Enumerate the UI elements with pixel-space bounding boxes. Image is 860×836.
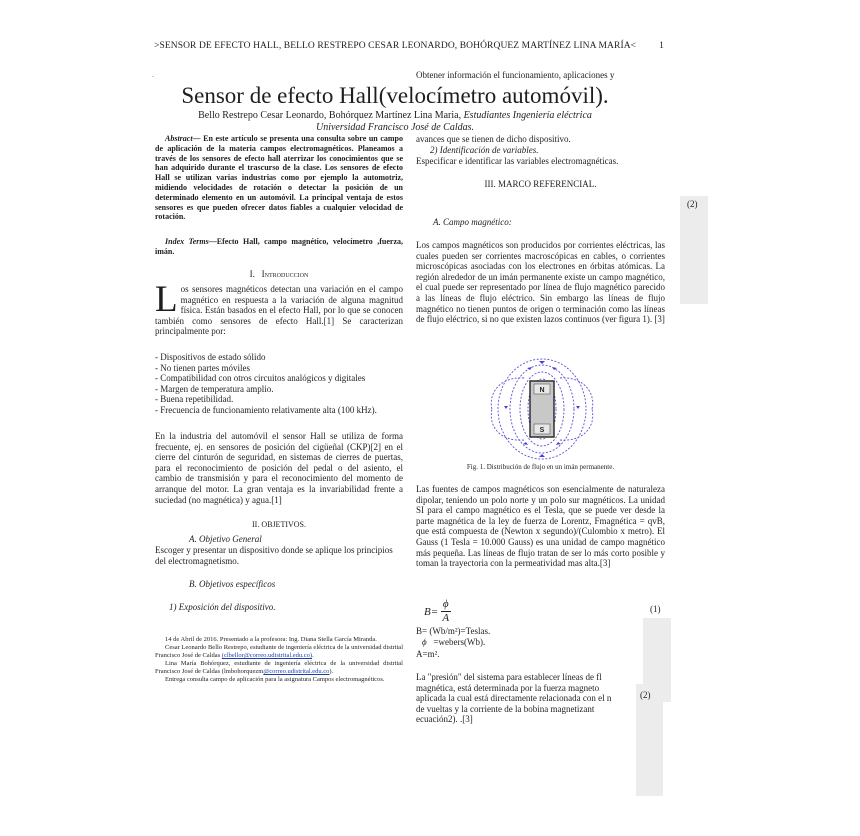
marco-heading: III. MARCO REFERENCIAL. [484, 179, 597, 189]
list-item: - Frecuencia de funcionamiento relativamente alta (100 kHz). [155, 404, 377, 415]
list-item: - Margen de temperatura amplio. [155, 383, 274, 394]
automotive-paragraph: En la industria del automóvil el sensor Hall se utiliza de forma frecuente, ej. en sensores de posición del cigüeñal (CKP)[2] en el cierre del cinturón de seguridad, en sistemas de cierres de puertas, para el reconocimiento de posición del pedal o del asiento, el cambio de transmisión y para el reconocimiento del momento de arranque del motor. La gran ventaja es la invariabilidad frente a suciedad (no magnética) y agua.[1] [155, 431, 403, 505]
running-header [154, 41, 664, 51]
formula-lhs: B= [424, 605, 439, 618]
abstract-label: Abstract— [165, 134, 201, 143]
footnote-email-link[interactable]: @correo.udistrital.edu.co [263, 668, 330, 675]
author-affiliation-1: Estudiantes Ingeniería eléctrica [463, 110, 592, 121]
objetivo-general-text: Escoger y presentar un dispositivo donde se aplique los principios del electromagnetismo. [155, 545, 393, 566]
intro-heading: I. Introduccion [249, 269, 309, 279]
running-title: >SENSOR DE EFECTO HALL, BELLO RESTREPO CESAR LEONARDO, BOHÓRQUEZ MARTÍNEZ LINA MARÍA< [154, 41, 637, 51]
phi-symbol: ϕ [422, 637, 427, 647]
list-item: - Buena repetibilidad. [155, 394, 234, 405]
magnet-north-label: N [539, 387, 545, 394]
objetivos-especificos-heading: B. Objetivos específicos [189, 579, 276, 589]
objetivo-general-heading: A. Objetivo General [189, 534, 262, 544]
equation-number-margin: (2) [687, 199, 698, 209]
abstract [155, 134, 403, 222]
magnet-flux-figure [486, 356, 598, 462]
equation-number-2: (2) [640, 690, 651, 700]
author-names: Bello Restrepo Cesar Leonardo, Bohórquez Martínez Lina Maria, [198, 110, 462, 121]
objetivo-item-2-heading: 2) Identificación de variables. [430, 145, 539, 155]
intro-heading-text: Introduccion [261, 269, 309, 279]
campo-heading: A. Campo magnético: [433, 217, 512, 227]
objetivo-item-2-text: Especificar e identificar las variables electromagnéticas. [416, 156, 619, 166]
objetivo-item-1-heading: 1) Exposición del dispositivo. [169, 602, 276, 612]
objective-continuation-top: Obtener información el funcionamiento, aplicaciones y [416, 70, 615, 80]
author-line [150, 110, 640, 122]
index-terms-label: Index Terms [165, 237, 209, 246]
formula-numerator: ϕ [442, 598, 449, 610]
footnote-line: Entrega consulta campo de aplicación para la asignatura Campos electromagnéticos. [165, 676, 385, 683]
formula-fraction [441, 598, 451, 625]
list-item: - No tienen partes móviles [155, 362, 250, 373]
definition-b: B= (Wb/m²)=Teslas. [416, 626, 491, 636]
footnote [155, 636, 403, 684]
footnote-line: Lina María Bohórquez, estudiante de ingeniería eléctrica de la universidad distrital Francisco José de Caldas (lmbohorquezm@correo.udistrital.edu.co). [155, 660, 403, 675]
footnote-line: 14 de Abril de 2016. Presentado a la profesora: Ing. Diana Stella García Miranda. [165, 636, 377, 643]
pressure-paragraph: La "presión" del sistema para establecer líneas de fl magnética, está determinada por la fuerza magneto aplicada la cual está directamente relacionada con el n de vueltas y la corriente de la bobina magnetizant ecuación2). .[3] [416, 672, 612, 725]
footnote-email-link[interactable]: (clbellor@correo.udistrital.edu.co) [221, 652, 313, 659]
equation-number-1: (1) [650, 604, 661, 614]
stray-mark: . [152, 70, 154, 79]
objective-continuation: avances que se tienen de dicho dispositivo. [416, 134, 571, 144]
feature-list [155, 352, 403, 416]
list-item: - Compatibilidad con otros circuitos analógicos y digitales [155, 373, 366, 384]
page-number: 1 [659, 41, 664, 51]
drop-cap: L [155, 279, 178, 320]
list-item: - Dispositivos de estado sólido [155, 352, 266, 362]
index-terms [155, 237, 403, 257]
paper-title: Sensor de efecto Hall(velocímetro automóvil). [181, 83, 609, 108]
author-block [150, 110, 640, 134]
figure-caption: Fig. 1. Distribución de flujo en un imán permanente. [466, 463, 615, 471]
definition-a: A=m². [416, 649, 440, 659]
intro-paragraph: Los sensores magnéticos detectan una variación en el campo magnético en respuesta a la variación de alguna magnitud física. Están basados en el efecto Hall, por lo que se conocen también como sensores de efecto Hall.[1] Se caracterizan principalmente por: [155, 279, 403, 337]
margin-gray-block [636, 684, 663, 796]
margin-gray-block [680, 196, 708, 304]
abstract-text: En este artículo se presenta una consulta sobre un campo de aplicación de la materia campos electromagnéticos. Planeamos a través de los sensores de efecto hall aterrizar los conocimientos que se han adquirido durante el trascurso de la clase. Los sensores de efecto Hall se utilizan varias industrias como por ejemplo la automotriz, midiendo velocidades de rotación o detectar la posición de un determinado elemento en un automóvil. La principal ventaja de estos sensores es que pueden ofrecer datos fiables a cualquier velocidad de rotación. [155, 134, 403, 222]
magnet-south-label: S [539, 427, 545, 434]
dipole-paragraph: Las fuentes de campos magnéticos son esencialmente de naturaleza dipolar, teniendo un polo norte y un polo sur magnéticos. La unidad SI para el campo magnético es el Tesla, que se puede ver desde la parte magnética de la ley de fuerza de Lorentz, Fmagnética = qvB, que está compuesta de (Newton x segundo)/(Culombio x metro). El Gauss (1 Tesla = 10.000 Gauss) es una unidad de campo magnético más pequeña. Las líneas de flujo tratan de ser lo más corto posible y toman la trayectoria con la permeatividad mas alta.[3] [416, 484, 665, 569]
flux-formula [424, 598, 451, 625]
footnote-line: Cesar Leonardo Bello Restrepo, estudiante de ingeniería eléctrica de la universidad distrital Francisco José de Caldas (clbellor@correo.udistrital.edu.co). [155, 644, 403, 659]
campo-paragraph: Los campos magnéticos son producidos por corrientes eléctricas, las cuales pueden ser corrientes macroscópicas en cables, o corrientes microscópicas asociadas con los electrones en órbitas atómicas. La región alrededor de un imán permanente existe un campo magnético, el cual puede ser representado por línea de flujo magnético parecido a las líneas de flujo eléctrico. Sin embargo las líneas de flujo magnético no tienen puntos de origen o terminación como las líneas de flujo eléctrico, si no que existen lazos continuos (ver figura 1). [3] [416, 240, 665, 325]
index-terms-text: —Efecto Hall, campo magnético, velocímetro ,fuerza, imán. [155, 237, 404, 256]
objetivos-heading: II. OBJETIVOS. [252, 520, 306, 529]
author-affiliation-2: Universidad Francisco José de Caldas. [315, 122, 475, 133]
formula-denominator: A [442, 612, 450, 624]
definition-phi: ϕ =webers(Wb). [422, 637, 486, 647]
